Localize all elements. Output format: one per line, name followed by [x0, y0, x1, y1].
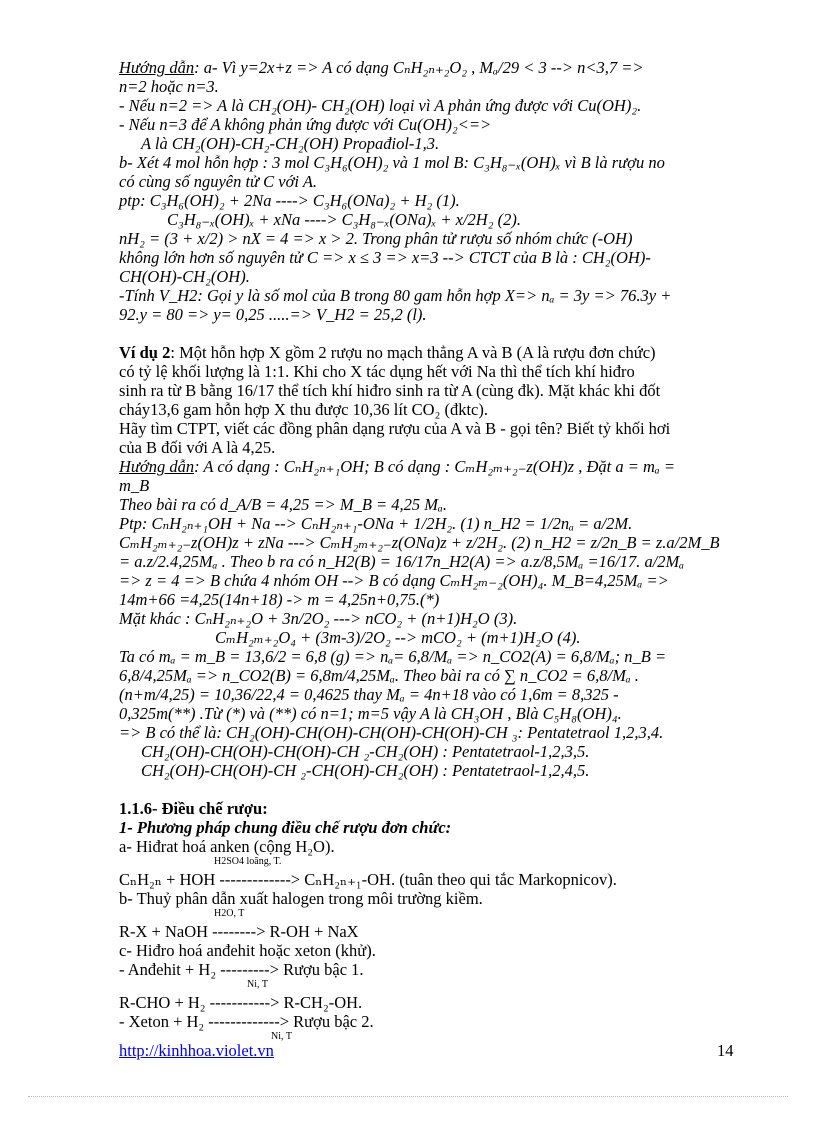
line-text: => B có thể là: CH₂(OH)-CH(OH)-CH(OH)-CH(OH)-CH ₃: Pentatetraol 1,2,3,4.	[119, 723, 664, 742]
text-line	[119, 267, 739, 286]
line-text: - Nếu n=2 => A là CH₂(OH)- CH₂(OH) loại vì A phản ứng được với Cu(OH)₂.	[119, 96, 642, 115]
line-text: Ta có mₐ = m_B = 13,6/2 = 6,8 (g) => nₐ= 6,8/Mₐ => n_CO2(A) = 6,8/Mₐ; n_B =	[119, 647, 667, 666]
line-text: 0,325m(**) .Từ (*) và (**) có n=1; m=5 vậy A là CH₃OH , Blà C₅H₈(OH)₄.	[119, 704, 622, 723]
text-line	[119, 993, 739, 1012]
text-line	[119, 77, 739, 96]
text-line	[119, 979, 739, 993]
line-text: 92.y = 80 => y= 0,25 .....=> V_H2 = 25,2 (l).	[119, 305, 427, 324]
line-text: b- Thuỷ phân dẫn xuất halogen trong môi trường kiềm.	[119, 889, 483, 908]
line-text: Theo bài ra có d_A/B = 4,25 => M_B = 4,25 Mₐ.	[119, 495, 448, 514]
line-text: Ni, T	[247, 979, 268, 990]
text-line	[119, 115, 739, 134]
footer-link[interactable]: http://kinhhoa.violet.vn	[119, 1041, 274, 1060]
text-line	[119, 742, 739, 761]
line-text: Ptp: CₙH₂ₙ₊₁OH + Na --> CₙH₂ₙ₊₁-ONa + 1/2H₂. (1) n_H2 = 1/2nₐ = a/2M.	[119, 514, 633, 533]
text-line	[119, 628, 739, 647]
text-line	[119, 941, 739, 960]
text-line	[119, 908, 739, 922]
line-text: Mặt khác : CₙH₂ₙ₊₂O + 3n/2O₂ ---> nCO₂ + (n+1)H₂O (3).	[119, 609, 518, 628]
text-line	[119, 286, 739, 305]
text-line	[119, 476, 739, 495]
text-line	[119, 837, 739, 856]
text-line	[119, 419, 739, 438]
line-text: c- Hiđro hoá anđehit hoặc xeton (khử).	[119, 941, 376, 960]
text-line	[119, 609, 739, 628]
line-text: R-X + NaOH --------> R-OH + NaX	[119, 922, 359, 941]
line-text: CH(OH)-CH₂(OH).	[119, 267, 250, 286]
footer-divider	[28, 1096, 788, 1097]
line-text: : A có dạng : CₙH₂ₙ₊₁OH; B có dạng : CₘH₂ₘ₊₂₋z(OH)z , Đặt a = mₐ =	[194, 457, 675, 476]
line-text: C₃H₈₋ₓ(OH)ₓ + xNa ----> C₃H₈₋ₓ(ONa)ₓ + x/2H₂ (2).	[167, 210, 521, 229]
line-text: - Anđehit + H₂ ---------> Rượu bậc 1.	[119, 960, 364, 979]
line-text: không lớn hơn số nguyên tử C => x ≤ 3 => x=3 --> CTCT của B là : CH₂(OH)-	[119, 248, 651, 267]
line-text: 14m+66 =4,25(14n+18) -> m = 4,25n+0,75.(*)	[119, 590, 440, 609]
line-text: nH₂ = (3 + x/2) > nX = 4 => x > 2. Trong phân tử rượu số nhóm chức (-OH)	[119, 229, 633, 248]
page-number: 14	[717, 1041, 734, 1060]
text-line	[119, 457, 739, 476]
text-line	[119, 960, 739, 979]
line-text: CH₂(OH)-CH(OH)-CH(OH)-CH ₂-CH₂(OH) : Pentatetraol-1,2,3,5.	[141, 742, 590, 761]
text-line	[119, 362, 739, 381]
text-line	[119, 229, 739, 248]
line-text: = a.z/2.4,25Mₐ . Theo b ra có n_H2(B) = 16/17n_H2(A) => a.z/8,5Mₐ =16/17. a/2Mₐ	[119, 552, 685, 571]
text-line	[119, 666, 739, 685]
text-line	[119, 685, 739, 704]
line-text: Hãy tìm CTPT, viết các đồng phân dạng rượu của A và B - gọi tên? Biết tỷ khối hơi	[119, 419, 671, 438]
line-text: A là CH₂(OH)-CH₂-CH₂(OH) Propađiol-1,3.	[141, 134, 440, 153]
text-line	[119, 58, 739, 77]
line-text: CₘH₂ₘ₊₂O₄ + (3m-3)/2O₂ --> mCO₂ + (m+1)H₂O (4).	[215, 628, 581, 647]
text-line	[119, 438, 739, 457]
text-line	[119, 856, 739, 870]
text-line	[119, 153, 739, 172]
line-text: 1.1.6- Điều chế rượu:	[119, 799, 268, 818]
line-text: : a- Vì y=2x+z => A có dạng CₙH₂ₙ₊₂O₂ , Mₐ/29 < 3 --> n<3,7 =>	[194, 58, 644, 77]
line-text: -Tính V_H2: Gọi y là số mol của B trong 80 gam hỗn hợp X=> nₐ = 3y => 76.3y +	[119, 286, 672, 305]
line-text: n=2 hoặc n=3.	[119, 77, 219, 96]
line-text: : Một hỗn hợp X gồm 2 rượu no mạch thẳng A và B (A là rượu đơn chức)	[170, 343, 656, 362]
line-text: 1- Phương pháp chung điều chế rượu đơn chức:	[119, 818, 452, 837]
document-body	[119, 58, 739, 1045]
text-line	[119, 172, 739, 191]
example-label: Ví dụ 2	[119, 343, 171, 362]
line-text: sinh ra từ B bằng 16/17 thể tích khí hiđro sinh ra từ A (cùng đk). Mặt khác khi đốt	[119, 381, 661, 400]
text-line	[119, 134, 739, 153]
line-text: a- Hiđrat hoá anken (cộng H₂O).	[119, 837, 335, 856]
guide-label: Hướng dẫn	[119, 457, 195, 476]
text-line	[119, 780, 739, 799]
line-text: cháy13,6 gam hỗn hợp X thu được 10,36 lít CO₂ (đktc).	[119, 400, 488, 419]
line-text: có tỷ lệ khối lượng là 1:1. Khi cho X tác dụng hết với Na thì thể tích khí hiđro	[119, 362, 635, 381]
text-line	[119, 400, 739, 419]
text-line	[119, 723, 739, 742]
line-text: có cùng số nguyên tử C với A.	[119, 172, 318, 191]
text-line	[119, 248, 739, 267]
text-line	[119, 191, 739, 210]
line-text: H2O, T	[214, 908, 245, 919]
text-line	[119, 571, 739, 590]
line-text: H2SO4 loãng, T.	[214, 856, 282, 867]
text-line	[119, 922, 739, 941]
guide-label: Hướng dẫn	[119, 58, 195, 77]
text-line	[119, 96, 739, 115]
line-text: - Xeton + H₂ -------------> Rượu bậc 2.	[119, 1012, 374, 1031]
line-text: của B đối với A là 4,25.	[119, 438, 276, 457]
line-text: (n+m/4,25) = 10,36/22,4 = 0,4625 thay Mₐ = 4n+18 vào có 1,6m = 8,325 -	[119, 685, 619, 704]
line-text: CₘH₂ₘ₊₂₋z(OH)z + zNa ---> CₘH₂ₘ₊₂₋z(ONa)z + z/2H₂. (2) n_H2 = z/2n_B = z.a/2M_B	[119, 533, 720, 552]
line-text: m_B	[119, 476, 150, 495]
text-line	[119, 590, 739, 609]
text-line	[119, 210, 739, 229]
line-text: R-CHO + H₂ -----------> R-CH₂-OH.	[119, 993, 363, 1012]
line-text: Ni, T	[271, 1031, 292, 1042]
text-line	[119, 533, 739, 552]
line-text: CH₂(OH)-CH(OH)-CH ₂-CH(OH)-CH₂(OH) : Pentatetraol-1,2,4,5.	[141, 761, 590, 780]
text-line	[119, 381, 739, 400]
text-line	[119, 552, 739, 571]
line-text: 6,8/4,25Mₐ => n_CO2(B) = 6,8m/4,25Mₐ. Theo bài ra có ∑ n_CO2 = 6,8/Mₐ .	[119, 666, 639, 685]
text-line	[119, 761, 739, 780]
text-line	[119, 889, 739, 908]
text-line	[119, 870, 739, 889]
text-line	[119, 495, 739, 514]
line-text: => z = 4 => B chứa 4 nhóm OH --> B có dạng CₘH₂ₘ₋₂(OH)₄. M_B=4,25Mₐ =>	[119, 571, 669, 590]
text-line	[119, 799, 739, 818]
text-line	[119, 343, 739, 362]
text-line	[119, 324, 739, 343]
text-line	[119, 514, 739, 533]
line-text: ptp: C₃H₆(OH)₂ + 2Na ----> C₃H₆(ONa)₂ + H₂ (1).	[119, 191, 460, 210]
text-line	[119, 647, 739, 666]
text-line	[119, 818, 739, 837]
line-text: b- Xét 4 mol hỗn hợp : 3 mol C₃H₆(OH)₂ và 1 mol B: C₃H₈₋ₓ(OH)ₓ vì B là rượu no	[119, 153, 665, 172]
text-line	[119, 305, 739, 324]
line-text: - Nếu n=3 để A không phản ứng được với Cu(OH)₂<=>	[119, 115, 492, 134]
text-line	[119, 1012, 739, 1031]
text-line	[119, 704, 739, 723]
line-text: CₙH₂ₙ + HOH -------------> CₙH₂ₙ₊₁-OH. (tuân theo qui tắc Markopnicov).	[119, 870, 617, 889]
